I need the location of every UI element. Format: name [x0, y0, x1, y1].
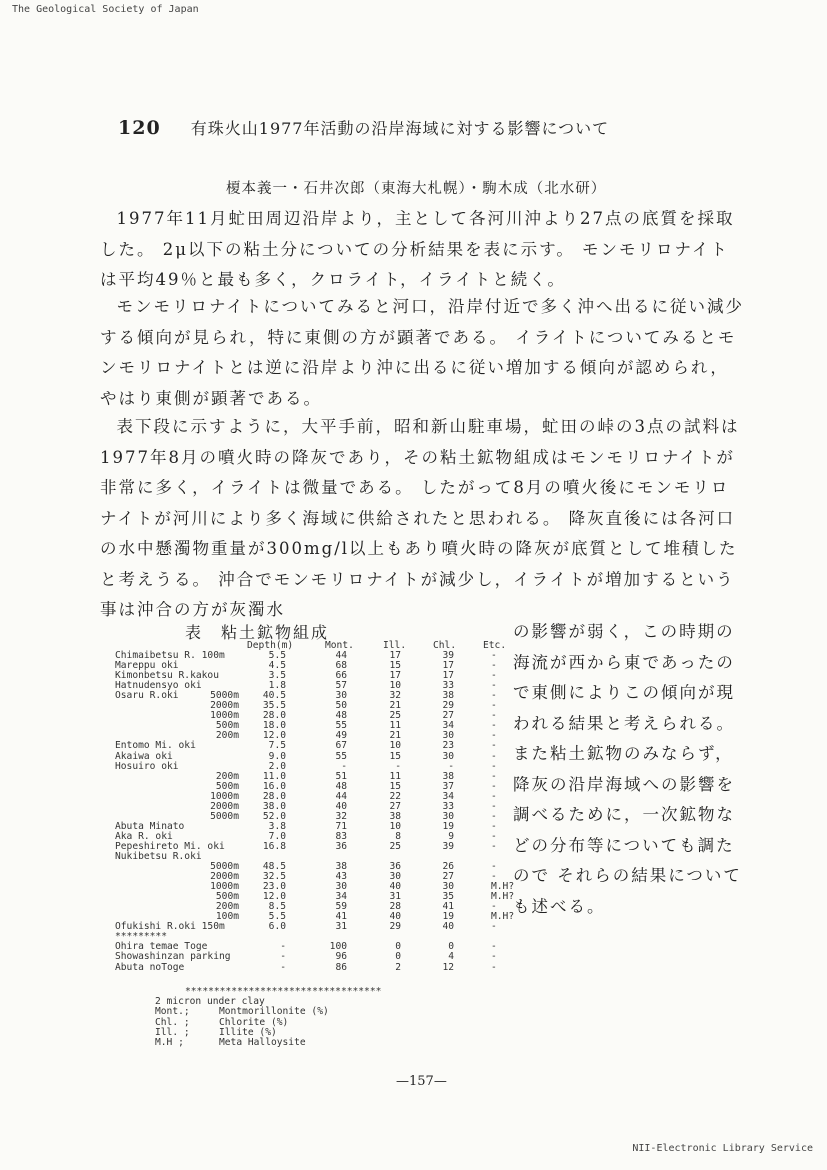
- cell-mont: 67: [335, 740, 347, 752]
- cell-etc: -: [491, 830, 497, 842]
- cell-chl: 34: [442, 790, 454, 802]
- cell-etc: -: [491, 871, 497, 883]
- cell-etc: -: [491, 790, 497, 802]
- cell-chl: 9: [448, 830, 454, 842]
- page-number: —157—: [396, 1074, 447, 1089]
- cell-depth: 4.5: [268, 660, 286, 672]
- cell-etc: -: [491, 710, 497, 722]
- cell-depth: 6.0: [268, 921, 286, 933]
- cell-ill: 25: [389, 710, 401, 722]
- table-row: [115, 922, 500, 932]
- cell-etc: -: [491, 901, 497, 913]
- cell-etc: -: [491, 670, 497, 682]
- cell-ill: 27: [389, 800, 401, 812]
- cell-ill: 17: [389, 670, 401, 682]
- cell-mont: 50: [335, 700, 347, 712]
- cell-chl: 30: [442, 881, 454, 893]
- row-distance: 500m: [215, 780, 239, 792]
- legend-key: Chl. ;: [155, 1016, 190, 1028]
- cell-depth: 5.5: [268, 911, 286, 923]
- cell-ill: 11: [389, 720, 401, 732]
- cell-depth: 5.5: [268, 650, 286, 662]
- cell-mont: 40: [335, 800, 347, 812]
- cell-depth: -: [280, 951, 286, 963]
- cell-depth: 3.5: [268, 670, 286, 682]
- cell-etc: -: [491, 740, 497, 752]
- cell-mont: 30: [335, 881, 347, 893]
- cell-ill: 21: [389, 730, 401, 742]
- header-etc: Etc.: [483, 640, 507, 651]
- row-distance: 200m: [215, 770, 239, 782]
- cell-mont: 44: [335, 790, 347, 802]
- cell-depth: 2.0: [268, 760, 286, 772]
- cell-etc: -: [491, 780, 497, 792]
- cell-depth: 7.5: [268, 740, 286, 752]
- cell-depth: 11.0: [262, 770, 286, 782]
- cell-ill: 10: [389, 740, 401, 752]
- cell-ill: 0: [395, 941, 401, 953]
- cell-ill: 36: [389, 861, 401, 873]
- row-location: Nukibetsu R.oki: [115, 850, 202, 862]
- row-distance: 5000m: [210, 690, 239, 702]
- row-location: Mareppu oki: [115, 660, 179, 672]
- cell-chl: -: [448, 760, 454, 772]
- cell-mont: 30: [335, 690, 347, 702]
- cell-etc: -: [491, 820, 497, 832]
- cell-etc: -: [491, 810, 497, 822]
- legend-key: 2 micron under clay: [155, 996, 265, 1007]
- cell-depth: 1.8: [268, 680, 286, 692]
- row-location: Ohira temae Toge: [115, 941, 208, 953]
- legend-value: Montmorillonite (%): [219, 1006, 329, 1018]
- cell-mont: 48: [335, 780, 347, 792]
- cell-depth: 32.5: [262, 871, 286, 883]
- paper-authors: 榎本義一・石井次郎（東海大札幌）・駒木成（北水研）: [226, 181, 607, 197]
- cell-ill: 25: [389, 840, 401, 852]
- cell-mont: 59: [335, 901, 347, 913]
- side-paragraph: の影響が弱く，この時期の海流が西から東であったので東側によりこの傾向が現われる結果と考えられる。 また粘土鉱物のみならず，降灰の沿岸海域への影響を調べるために，一次鉱物などの分布等についても調たので それらの結果についても述べる。: [513, 622, 742, 916]
- cell-chl: 34: [442, 720, 454, 732]
- row-location: Chimaibetsu R. 100m: [115, 650, 225, 662]
- row-distance: 2000m: [210, 871, 239, 883]
- cell-ill: -: [395, 760, 401, 772]
- cell-chl: 37: [442, 780, 454, 792]
- cell-etc: M.H?: [491, 891, 515, 903]
- row-location: Abuta noToge: [115, 961, 185, 973]
- cell-etc: -: [491, 760, 497, 772]
- cell-etc: -: [491, 800, 497, 812]
- cell-etc: -: [491, 941, 497, 953]
- cell-mont: 38: [335, 861, 347, 873]
- cell-ill: 40: [389, 911, 401, 923]
- cell-mont: 51: [335, 770, 347, 782]
- cell-mont: 66: [335, 670, 347, 682]
- legend-key: M.H ;: [155, 1037, 184, 1049]
- row-location: Showashinzan parking: [115, 951, 231, 963]
- cell-mont: 57: [335, 680, 347, 692]
- cell-etc: -: [491, 690, 497, 702]
- table-row: [115, 741, 500, 751]
- cell-mont: 100: [329, 941, 347, 953]
- cell-etc: M.H?: [491, 911, 515, 923]
- header-ill: Ill.: [383, 640, 407, 651]
- cell-depth: 16.0: [262, 780, 286, 792]
- cell-chl: 38: [442, 770, 454, 782]
- cell-etc: -: [491, 961, 497, 973]
- cell-depth: 18.0: [262, 720, 286, 732]
- cell-ill: 32: [389, 690, 401, 702]
- cell-ill: 29: [389, 921, 401, 933]
- table-separator: **********************************: [185, 986, 382, 997]
- cell-ill: 0: [395, 951, 401, 963]
- paragraph-1: 1977年11月虻田周辺沿岸より，主として各河川沖より27点の底質を採取した。 2μ以下の粘土分についての分析結果を表に示す。 モンモリロナイトは平均49％と最も多く，クロライト，イライトと続く。: [100, 209, 735, 289]
- cell-mont: 34: [335, 891, 347, 903]
- cell-etc: -: [491, 680, 497, 692]
- legend-key: Mont.;: [155, 1006, 190, 1018]
- table-row: [115, 952, 500, 962]
- cell-etc: -: [491, 650, 497, 662]
- header-depth: Depth(m): [247, 640, 294, 651]
- legend-value: Meta Halloysite: [219, 1037, 306, 1049]
- row-distance: 1000m: [210, 710, 239, 722]
- cell-ill: 10: [389, 680, 401, 692]
- paragraph-3: 表下段に示すように，大平手前，昭和新山駐車場，虻田の峠の3点の試料は1977年8月の噴火時の降灰であり，その粘土鉱物組成はモンモリロナイトが非常に多く，イライトは微量である。 したがって8月の噴火後にモンモリロナイトが河川により多く海域に供給されたと思われる。 降灰直後には各河口の水中懸濁物重量が300mg/l以上もあり噴火時の降灰が底質として堆積したと考えうる。 沖合でモンモリロナイトが減少し，イライトが増加するという事は沖合の方が灰濁水: [100, 417, 740, 619]
- row-distance: 1000m: [210, 881, 239, 893]
- row-location: Hatnudensyo oki: [115, 680, 202, 692]
- cell-ill: 22: [389, 790, 401, 802]
- row-distance: 500m: [215, 891, 239, 903]
- cell-depth: -: [280, 961, 286, 973]
- row-distance: 200m: [215, 901, 239, 913]
- cell-mont: -: [341, 760, 347, 772]
- cell-depth: 40.5: [262, 690, 286, 702]
- row-location: Ofukishi R.oki 150m: [115, 921, 225, 933]
- row-distance: 2000m: [210, 700, 239, 712]
- cell-chl: 33: [442, 680, 454, 692]
- row-location: Osaru R.oki: [115, 690, 179, 702]
- cell-chl: 0: [448, 941, 454, 953]
- row-location: Hosuiro oki: [115, 760, 179, 772]
- cell-depth: 48.5: [262, 861, 286, 873]
- cell-mont: 86: [335, 961, 347, 973]
- header-chl: Chl.: [433, 640, 457, 651]
- cell-ill: 15: [389, 780, 401, 792]
- cell-depth: 23.0: [262, 881, 286, 893]
- row-location: Abuta Minato: [115, 820, 185, 832]
- cell-mont: 55: [335, 720, 347, 732]
- row-distance: 2000m: [210, 800, 239, 812]
- legend-item: [155, 1038, 329, 1048]
- cell-ill: 30: [389, 871, 401, 883]
- cell-ill: 15: [389, 750, 401, 762]
- cell-etc: -: [491, 730, 497, 742]
- cell-chl: 23: [442, 740, 454, 752]
- cell-mont: 48: [335, 710, 347, 722]
- cell-mont: 68: [335, 660, 347, 672]
- cell-chl: 19: [442, 820, 454, 832]
- cell-ill: 40: [389, 881, 401, 893]
- cell-depth: 7.0: [268, 830, 286, 842]
- cell-mont: 31: [335, 921, 347, 933]
- cell-chl: 35: [442, 891, 454, 903]
- cell-mont: 43: [335, 871, 347, 883]
- table-legend: [155, 997, 329, 1048]
- clay-mineral-table: [115, 640, 515, 973]
- cell-depth: 3.8: [268, 820, 286, 832]
- cell-etc: -: [491, 861, 497, 873]
- cell-chl: 40: [442, 921, 454, 933]
- row-distance: 200m: [215, 730, 239, 742]
- legend-value: Chlorite (%): [219, 1016, 289, 1028]
- cell-chl: 30: [442, 730, 454, 742]
- cell-ill: 31: [389, 891, 401, 903]
- cell-mont: 96: [335, 951, 347, 963]
- paragraph-2: モンモリロナイトについてみると河口，沿岸付近で多く沖へ出るに従い減少する傾向が見られ，特に東側の方が顕著である。 イライトについてみるとモンモリロナイトとは逆に沿岸より沖に出るに従い増加する傾向が認められ，やはり東側が顕著である。: [100, 297, 745, 408]
- cell-ill: 10: [389, 820, 401, 832]
- cell-chl: 17: [442, 660, 454, 672]
- cell-depth: 16.8: [262, 840, 286, 852]
- header-mont: Mont.: [325, 640, 354, 651]
- cell-depth: 38.0: [262, 800, 286, 812]
- row-location: Kimonbetsu R.kakou: [115, 670, 219, 682]
- cell-depth: 8.5: [268, 901, 286, 913]
- cell-ill: 15: [389, 660, 401, 672]
- table-row: [115, 963, 500, 973]
- paper-title-line: [118, 116, 609, 139]
- cell-chl: 19: [442, 911, 454, 923]
- row-distance: 5000m: [210, 810, 239, 822]
- cell-etc: -: [491, 951, 497, 963]
- cell-mont: 32: [335, 810, 347, 822]
- cell-etc: -: [491, 700, 497, 712]
- cell-depth: 28.0: [262, 710, 286, 722]
- cell-chl: 39: [442, 840, 454, 852]
- cell-chl: 39: [442, 650, 454, 662]
- cell-mont: 36: [335, 840, 347, 852]
- cell-chl: 4: [448, 951, 454, 963]
- cell-mont: 55: [335, 750, 347, 762]
- row-distance: 1000m: [210, 790, 239, 802]
- cell-ill: 11: [389, 770, 401, 782]
- cell-mont: 83: [335, 830, 347, 842]
- header-source: The Geological Society of Japan: [12, 4, 199, 15]
- cell-etc: M.H?: [491, 881, 515, 893]
- cell-etc: -: [491, 770, 497, 782]
- row-distance: 5000m: [210, 861, 239, 873]
- cell-chl: 27: [442, 871, 454, 883]
- cell-chl: 26: [442, 861, 454, 873]
- cell-depth: -: [280, 941, 286, 953]
- cell-chl: 29: [442, 700, 454, 712]
- cell-mont: 41: [335, 911, 347, 923]
- cell-etc: -: [491, 720, 497, 732]
- cell-mont: 49: [335, 730, 347, 742]
- cell-depth: 12.0: [262, 730, 286, 742]
- cell-chl: 38: [442, 690, 454, 702]
- cell-etc: -: [491, 840, 497, 852]
- cell-depth: 35.5: [262, 700, 286, 712]
- row-location: Entomo Mi. oki: [115, 740, 196, 752]
- cell-chl: 41: [442, 901, 454, 913]
- cell-ill: 17: [389, 650, 401, 662]
- legend-key: Ill. ;: [155, 1026, 190, 1038]
- legend-value: Illite (%): [219, 1026, 277, 1038]
- cell-mont: 44: [335, 650, 347, 662]
- cell-etc: -: [491, 750, 497, 762]
- row-distance: 500m: [215, 720, 239, 732]
- cell-depth: 9.0: [268, 750, 286, 762]
- row-location: Akaiwa oki: [115, 750, 173, 762]
- row-distance: 100m: [215, 911, 239, 923]
- cell-ill: 2: [395, 961, 401, 973]
- table-title: 表 粘土鉱物組成: [185, 623, 330, 642]
- paper-title: 有珠火山1977年活動の沿岸海域に対する影響について: [190, 119, 610, 138]
- paper-number: 120: [118, 117, 161, 139]
- row-location: Aka R. oki: [115, 830, 173, 842]
- cell-chl: 30: [442, 810, 454, 822]
- cell-chl: 33: [442, 800, 454, 812]
- cell-etc: -: [491, 660, 497, 672]
- cell-mont: 71: [335, 820, 347, 832]
- cell-ill: 38: [389, 810, 401, 822]
- footer-source: NII-Electronic Library Service: [632, 1143, 813, 1154]
- cell-ill: 21: [389, 700, 401, 712]
- cell-chl: 30: [442, 750, 454, 762]
- row-location: *********: [115, 931, 167, 943]
- row-location: Pepeshireto Mi. oki: [115, 840, 225, 852]
- cell-depth: 52.0: [262, 810, 286, 822]
- cell-chl: 12: [442, 961, 454, 973]
- cell-depth: 12.0: [262, 891, 286, 903]
- cell-chl: 27: [442, 710, 454, 722]
- cell-ill: 8: [395, 830, 401, 842]
- cell-depth: 28.0: [262, 790, 286, 802]
- cell-etc: -: [491, 921, 497, 933]
- cell-ill: 28: [389, 901, 401, 913]
- cell-chl: 17: [442, 670, 454, 682]
